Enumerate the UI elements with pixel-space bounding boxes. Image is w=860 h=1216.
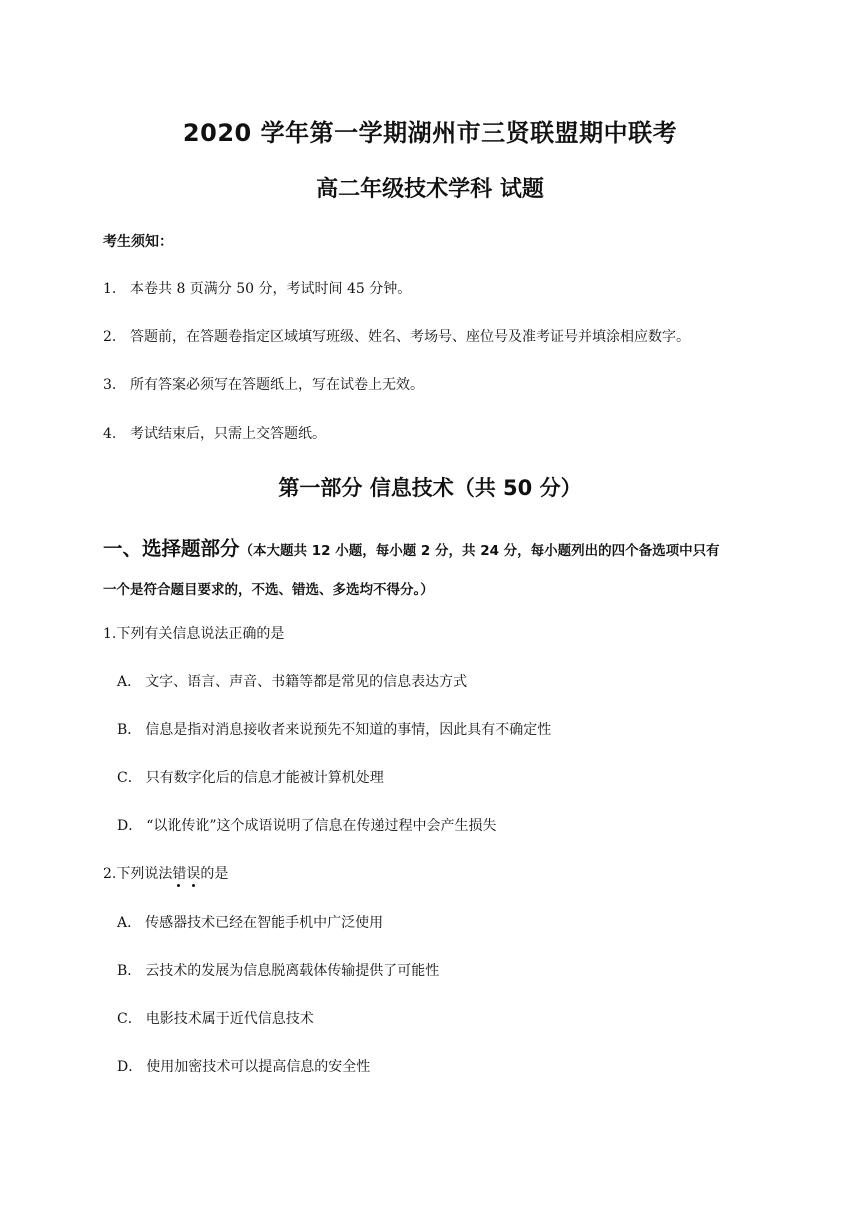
notice-item-number: 1.	[103, 281, 117, 297]
option-text: 文字、语言、声音、书籍等都是常见的信息表达方式	[145, 674, 468, 690]
exam-title: 2020 学年第一学期湖州市三贤联盟期中联考	[182, 119, 678, 147]
option-letter: B．	[117, 963, 142, 979]
option-text: 传感器技术已经在智能手机中广泛使用	[145, 915, 384, 931]
option-text: 信息是指对消息接收者来说预先不知道的事情，因此具有不确定性	[145, 722, 552, 738]
option-text: 云技术的发展为信息脱离载体传输提供了可能性	[145, 963, 440, 979]
question-stem: 1.下列有关信息说法正确的是	[103, 626, 285, 642]
answer-option	[117, 815, 497, 835]
question-stem-suffix: 的是	[200, 866, 229, 882]
answer-option	[117, 1008, 314, 1028]
notice-item-number: 4.	[103, 426, 117, 442]
notice-item	[103, 278, 411, 298]
section-instruction-continued: 一个是符合题目要求的，不选、错选、多选均不得分。）	[103, 582, 434, 598]
answer-option	[117, 1056, 370, 1076]
emphasized-word	[172, 866, 200, 882]
answer-option	[117, 767, 384, 787]
section-heading	[103, 533, 763, 561]
option-letter: C．	[117, 1011, 142, 1027]
option-text: 电影技术属于近代信息技术	[145, 1011, 314, 1027]
answer-option	[117, 719, 551, 739]
option-letter: D．	[117, 818, 143, 834]
notice-heading: 考生须知：	[103, 234, 173, 250]
option-text: 只有数字化后的信息才能被计算机处理	[145, 770, 384, 786]
option-letter: A．	[117, 674, 142, 690]
answer-option	[117, 912, 383, 932]
section-instruction: （本大题共 12 小题，每小题 2 分，共 24 分，每小题列出的四个备选项中只有	[239, 543, 720, 559]
option-letter: B．	[117, 722, 142, 738]
answer-option	[117, 960, 439, 980]
option-text: 使用加密技术可以提高信息的安全性	[146, 1059, 371, 1075]
question-stem-prefix: 2.下列说法	[103, 866, 173, 882]
notice-item-number: 2.	[103, 329, 117, 345]
notice-item	[103, 423, 326, 443]
notice-item-text: 答题前，在答题卷指定区域填写班级、姓名、考场号、座位号及准考证号并填涂相应数字。	[130, 329, 690, 345]
part-heading: 第一部分 信息技术（共 50 分）	[278, 476, 582, 500]
emphasis-dot	[177, 884, 180, 887]
option-letter: C．	[117, 770, 142, 786]
option-letter: D．	[117, 1059, 143, 1075]
answer-option	[117, 671, 467, 691]
exam-subtitle: 高二年级技术学科 试题	[316, 177, 544, 202]
emphasized-word-text: 错误	[172, 866, 201, 882]
emphasis-dot	[192, 884, 195, 887]
notice-item-text: 本卷共 8 页满分 50 分，考试时间 45 分钟。	[130, 281, 412, 297]
question-stem	[103, 863, 228, 883]
option-text: “以讹传讹”这个成语说明了信息在传递过程中会产生损失	[146, 818, 497, 834]
notice-item	[103, 374, 424, 394]
notice-item	[103, 326, 690, 346]
notice-item-text: 考试结束后，只需上交答题纸。	[130, 426, 326, 442]
notice-item-number: 3.	[103, 377, 117, 393]
option-letter: A．	[117, 915, 142, 931]
notice-item-text: 所有答案必须写在答题纸上，写在试卷上无效。	[130, 377, 424, 393]
section-label: 一、选择题部分	[103, 537, 240, 560]
